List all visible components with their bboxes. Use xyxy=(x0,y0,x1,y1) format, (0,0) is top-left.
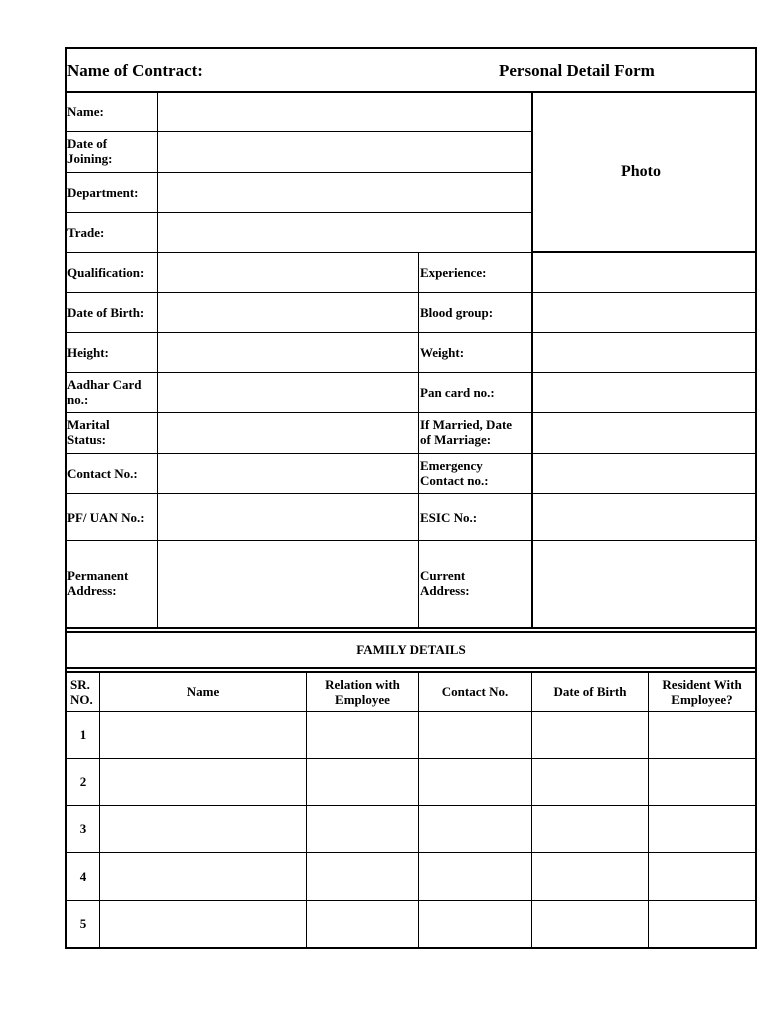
family-col-line xyxy=(99,673,100,948)
weight-label: Weight: xyxy=(420,345,465,360)
department-value[interactable] xyxy=(158,173,531,212)
permanent-address-value[interactable] xyxy=(158,541,418,627)
department-label: Department: xyxy=(67,185,139,200)
emergency-contact-label: Emergency Contact no.: xyxy=(420,458,489,488)
section-divider xyxy=(65,671,757,673)
border-bottom xyxy=(65,947,757,949)
emergency-contact-value[interactable] xyxy=(533,454,755,493)
family-row-5-sr: 5 xyxy=(79,916,87,931)
permanent-address-label: Permanent Address: xyxy=(67,568,129,598)
contact-no-value[interactable] xyxy=(158,454,418,493)
blood-group-value[interactable] xyxy=(533,293,755,332)
col-header-relation: Relation with Employee xyxy=(325,677,400,707)
section-divider xyxy=(65,667,757,669)
trade-label: Trade: xyxy=(67,225,105,240)
col-header-resident: Resident With Employee? xyxy=(662,677,742,707)
qualification-value[interactable] xyxy=(158,253,418,292)
aadhar-label: Aadhar Card no.: xyxy=(67,377,142,407)
marital-status-label: Marital Status: xyxy=(67,417,110,447)
family-row-3-sr: 3 xyxy=(79,821,87,836)
date-of-birth-value[interactable] xyxy=(158,293,418,332)
family-row-line xyxy=(65,758,757,759)
marital-status-value[interactable] xyxy=(158,413,418,453)
family-details-title: FAMILY DETAILS xyxy=(356,642,466,657)
date-of-joining-value[interactable] xyxy=(158,132,531,172)
height-value[interactable] xyxy=(158,333,418,372)
marriage-date-label: If Married, Date of Marriage: xyxy=(420,417,513,447)
family-row-line xyxy=(65,805,757,806)
family-col-line xyxy=(306,673,307,948)
pan-value[interactable] xyxy=(533,373,755,412)
section-divider xyxy=(65,627,757,629)
contact-no-label: Contact No.: xyxy=(67,466,138,481)
contract-label: Name of Contract: xyxy=(67,61,203,80)
col-header-sr-no: SR. NO. xyxy=(70,677,93,707)
height-label: Height: xyxy=(67,345,109,360)
photo-label: Photo xyxy=(621,163,661,180)
experience-label: Experience: xyxy=(420,265,487,280)
family-row-line xyxy=(65,852,757,853)
aadhar-value[interactable] xyxy=(158,373,418,412)
border-top xyxy=(65,47,757,49)
name-label: Name: xyxy=(67,104,104,119)
esic-value[interactable] xyxy=(533,494,755,540)
border-left xyxy=(65,47,67,949)
name-value[interactable] xyxy=(158,93,531,131)
family-col-line xyxy=(531,673,532,948)
family-row-1-sr: 1 xyxy=(79,727,87,742)
pf-uan-value[interactable] xyxy=(158,494,418,540)
weight-value[interactable] xyxy=(533,333,755,372)
family-row-4-sr: 4 xyxy=(79,869,87,884)
col-header-name: Name xyxy=(186,684,220,699)
family-col-line xyxy=(648,673,649,948)
blood-group-label: Blood group: xyxy=(420,305,494,320)
pan-label: Pan card no.: xyxy=(420,385,495,400)
qualification-label: Qualification: xyxy=(67,265,145,280)
current-address-value[interactable] xyxy=(533,541,755,627)
section-divider xyxy=(65,631,757,633)
form-title: Personal Detail Form xyxy=(499,61,655,80)
esic-label: ESIC No.: xyxy=(420,510,478,525)
col-header-dob: Date of Birth xyxy=(553,684,627,699)
date-of-birth-label: Date of Birth: xyxy=(67,305,145,320)
col-header-contact: Contact No. xyxy=(441,684,509,699)
trade-value[interactable] xyxy=(158,213,531,252)
family-row-line xyxy=(65,900,757,901)
family-row-line xyxy=(65,711,757,712)
marriage-date-value[interactable] xyxy=(533,413,755,453)
pair-col-divider xyxy=(418,252,419,628)
experience-value[interactable] xyxy=(533,253,755,292)
current-address-label: Current Address: xyxy=(420,568,470,598)
border-right xyxy=(755,47,757,949)
family-row-2-sr: 2 xyxy=(79,774,87,789)
family-col-line xyxy=(418,673,419,948)
date-of-joining-label: Date of Joining: xyxy=(67,136,113,166)
pf-uan-label: PF/ UAN No.: xyxy=(67,510,145,525)
